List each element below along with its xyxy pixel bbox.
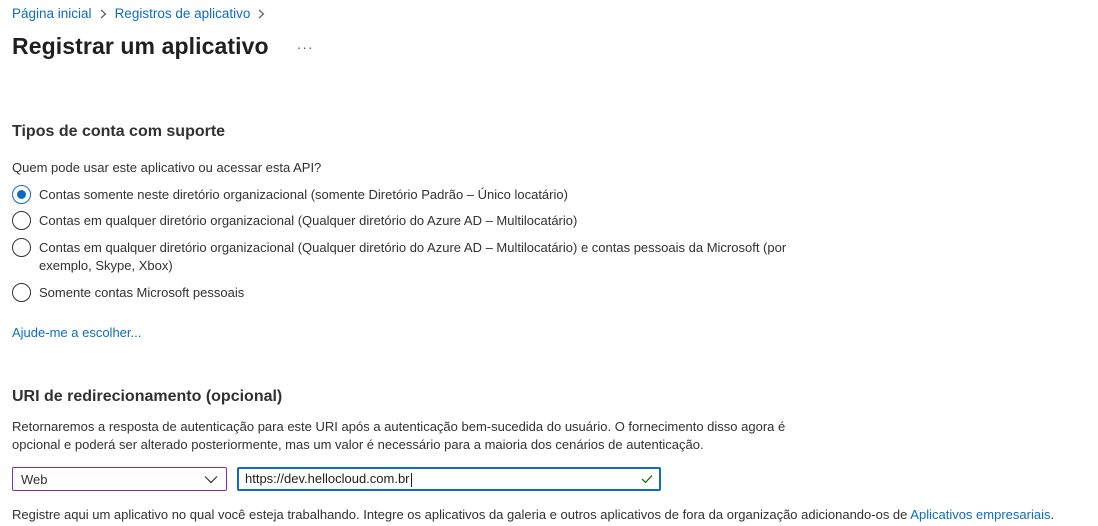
radio-label: Contas somente neste diretório organizacional (somente Diretório Padrão – Único locatário) [39, 187, 568, 202]
platform-selected-value: Web [21, 471, 48, 487]
chevron-right-icon [100, 9, 107, 19]
checkmark-icon [641, 474, 653, 484]
help-me-choose-link[interactable]: Ajude-me a escolher... [12, 325, 142, 340]
page-header [12, 33, 318, 60]
radio-label: Somente contas Microsoft pessoais [39, 285, 245, 300]
footer-text: Registre aqui um aplicativo no qual você esteja trabalhando. Integre os aplicativos da galeria e outros aplicativos de fora da organização adicionando-os de [12, 507, 911, 522]
text-cursor [411, 473, 412, 487]
enterprise-apps-link[interactable]: Aplicativos empresariais [910, 507, 1051, 522]
redirect-uri-value: https://dev.hellocloud.com.br [245, 471, 410, 487]
radio-button[interactable] [12, 211, 31, 230]
account-type-radio-group [12, 185, 812, 302]
radio-label: Contas em qualquer diretório organizacional (Qualquer diretório do Azure AD – Multilocatário) [39, 213, 578, 228]
radio-option-personal-only[interactable] [12, 283, 812, 302]
redirect-uri-description: Retornaremos a resposta de autenticação para este URI após a autenticação bem-sucedida do usuário. O fornecimento disso agora é opcional e poderá ser alterado posteriormente, mas um valor é necessário para a maioria dos cenários de autenticação. [12, 419, 786, 452]
radio-option-multitenant-personal[interactable] [12, 238, 812, 275]
footer-suffix: . [1050, 507, 1055, 522]
radio-button[interactable] [12, 283, 31, 302]
account-types-question: Quem pode usar este aplicativo ou acessar esta API? [12, 160, 322, 175]
footer-note [12, 507, 1054, 522]
chevron-right-icon [258, 9, 265, 19]
redirect-uri-heading: URI de redirecionamento (opcional) [12, 388, 283, 405]
redirect-uri-input[interactable] [237, 467, 661, 491]
radio-button-checked[interactable] [12, 185, 31, 204]
account-types-heading: Tipos de conta com suporte [12, 123, 226, 140]
breadcrumb-home-link[interactable]: Página inicial [12, 6, 92, 21]
radio-button[interactable] [12, 238, 31, 257]
chevron-down-icon [204, 472, 218, 487]
breadcrumb-registrations-link[interactable]: Registros de aplicativo [114, 6, 251, 21]
platform-dropdown[interactable] [12, 467, 227, 491]
radio-label: Contas em qualquer diretório organizacional (Qualquer diretório do Azure AD – Multilocatário) e contas pessoais da Microsoft (por exemplo, Skype, Xbox) [39, 240, 787, 273]
page-title: Registrar um aplicativo [12, 33, 269, 59]
more-options-button[interactable]: ··· [296, 38, 314, 55]
breadcrumb [12, 6, 273, 21]
radio-option-single-tenant[interactable] [12, 185, 812, 204]
radio-option-multitenant[interactable] [12, 211, 812, 230]
